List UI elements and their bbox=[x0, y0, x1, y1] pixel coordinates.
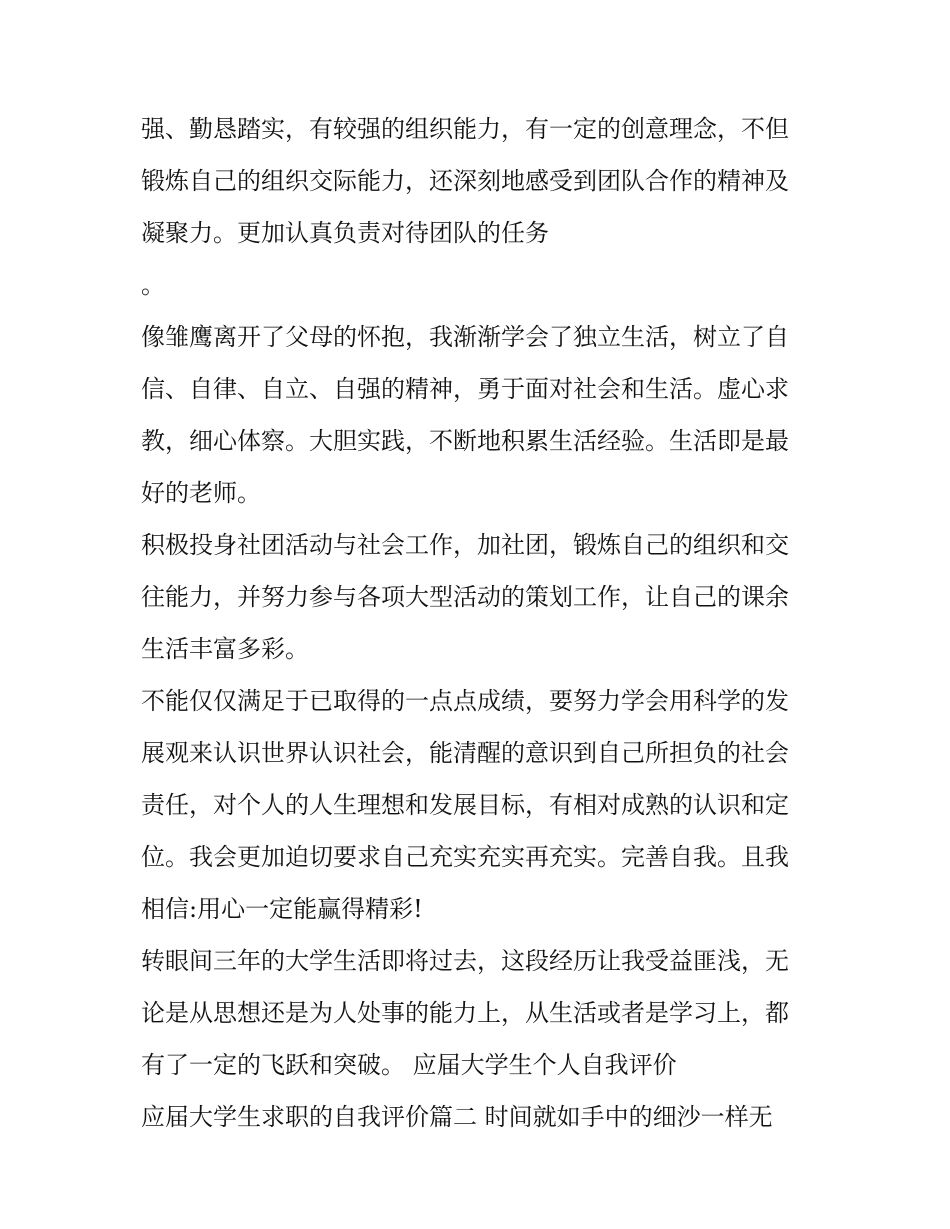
text-line: 生活丰富多彩。 bbox=[141, 635, 309, 663]
text-line: 好的老师。 bbox=[141, 479, 261, 507]
text-line: 强、勤恳踏实，有较强的组织能力，有一定的创意理念，不但 bbox=[141, 115, 789, 143]
text-line: 位。我会更加迫切要求自己充实充实再充实。完善自我。且我 bbox=[141, 843, 789, 871]
text-line: 像雏鹰离开了父母的怀抱，我渐渐学会了独立生活，树立了自 bbox=[141, 323, 789, 351]
text-line: 论是从思想还是为人处事的能力上，从生活或者是学习上，都 bbox=[141, 999, 789, 1027]
text-line: 不能仅仅满足于已取得的一点点成绩，要努力学会用科学的发 bbox=[141, 687, 789, 715]
text-line: 展观来认识世界认识社会，能清醒的意识到自己所担负的社会 bbox=[141, 739, 789, 767]
text-line: 相信:用心一定能赢得精彩! bbox=[141, 895, 423, 923]
text-line: 有了一定的飞跃和突破。 应届大学生个人自我评价 bbox=[141, 1051, 677, 1079]
text-line: 教，细心体察。大胆实践，不断地积累生活经验。生活即是最 bbox=[141, 427, 789, 455]
text-line: 责任，对个人的人生理想和发展目标，有相对成熟的认识和定 bbox=[141, 791, 789, 819]
text-line: 应届大学生求职的自我评价篇二 时间就如手中的细沙一样无 bbox=[141, 1103, 773, 1131]
text-line: 往能力，并努力参与各项大型活动的策划工作，让自己的课余 bbox=[141, 583, 789, 611]
text-line: 锻炼自己的组织交际能力，还深刻地感受到团队合作的精神及 bbox=[141, 167, 789, 195]
text-line: 凝聚力。更加认真负责对待团队的任务 bbox=[141, 219, 549, 247]
text-line: 转眼间三年的大学生活即将过去，这段经历让我受益匪浅，无 bbox=[141, 947, 789, 975]
text-line: 。 bbox=[141, 271, 165, 299]
text-line: 积极投身社团活动与社会工作，加社团，锻炼自己的组织和交 bbox=[141, 531, 789, 559]
document-body bbox=[141, 103, 821, 1143]
text-line: 信、自律、自立、自强的精神，勇于面对社会和生活。虚心求 bbox=[141, 375, 789, 403]
